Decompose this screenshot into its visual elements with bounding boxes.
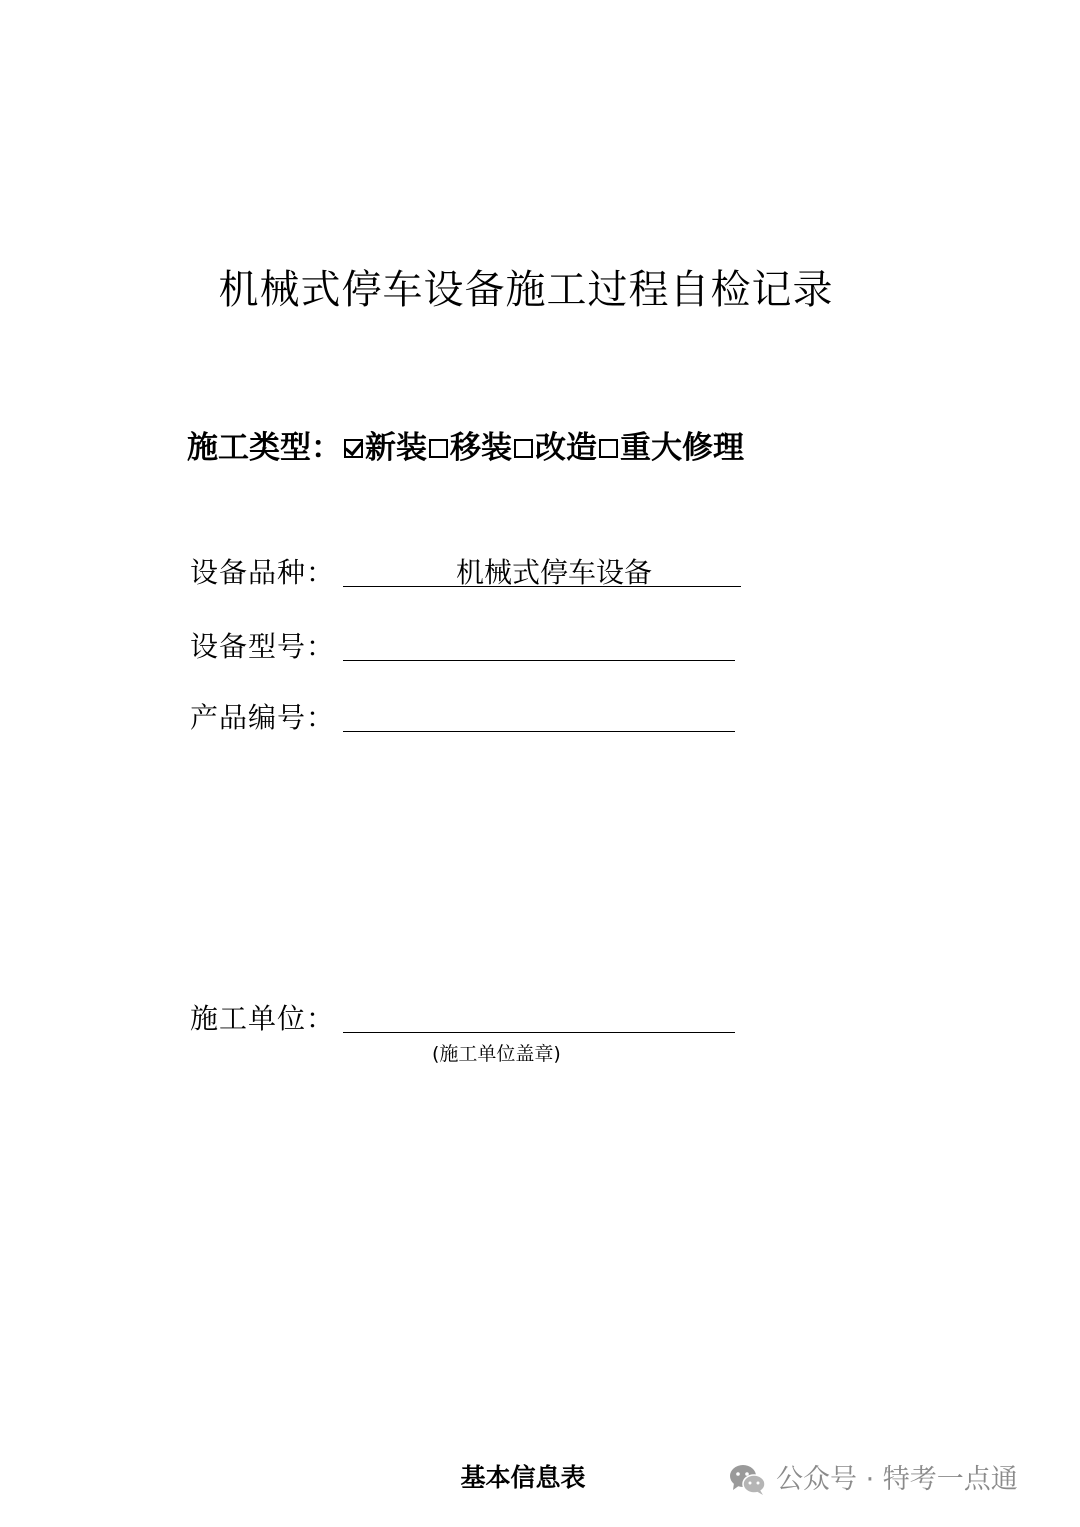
checkbox-icon[interactable] bbox=[599, 439, 618, 458]
product-number-field[interactable] bbox=[343, 697, 735, 732]
field-label: 施工单位： bbox=[190, 1002, 336, 1035]
construction-type-label: 施工类型： bbox=[187, 430, 342, 466]
field-equipment-variety bbox=[190, 552, 741, 593]
option-new-install[interactable] bbox=[342, 426, 427, 470]
field-label: 设备品种： bbox=[190, 556, 336, 589]
equipment-model-field[interactable] bbox=[343, 626, 735, 661]
watermark bbox=[728, 1462, 1018, 1498]
checkbox-icon[interactable] bbox=[514, 439, 533, 458]
option-modification[interactable] bbox=[512, 426, 597, 470]
equipment-variety-field[interactable] bbox=[343, 552, 741, 587]
construction-unit-field[interactable] bbox=[343, 998, 735, 1033]
field-label: 设备型号： bbox=[190, 630, 336, 663]
option-relocation[interactable] bbox=[427, 426, 512, 470]
seal-note: (施工单位盖章) bbox=[432, 1043, 561, 1065]
footer-title: 基本信息表 bbox=[460, 1463, 586, 1492]
field-value: 机械式停车设备 bbox=[456, 556, 653, 589]
option-label: 改造 bbox=[535, 430, 597, 466]
field-construction-unit bbox=[190, 998, 735, 1039]
wechat-icon bbox=[728, 1463, 768, 1497]
page-title: 机械式停车设备施工过程自检记录 bbox=[218, 267, 834, 313]
option-label: 新装 bbox=[365, 430, 427, 466]
field-product-number bbox=[190, 697, 735, 738]
option-major-repair[interactable] bbox=[597, 426, 744, 470]
construction-type bbox=[187, 426, 744, 470]
watermark-text: 公众号 · 特考一点通 bbox=[776, 1464, 1018, 1495]
field-label: 产品编号： bbox=[190, 701, 336, 734]
option-label: 移装 bbox=[450, 430, 512, 466]
checkbox-checked-icon[interactable] bbox=[344, 439, 363, 458]
field-equipment-model bbox=[190, 626, 735, 667]
checkbox-icon[interactable] bbox=[429, 439, 448, 458]
option-label: 重大修理 bbox=[620, 430, 744, 466]
